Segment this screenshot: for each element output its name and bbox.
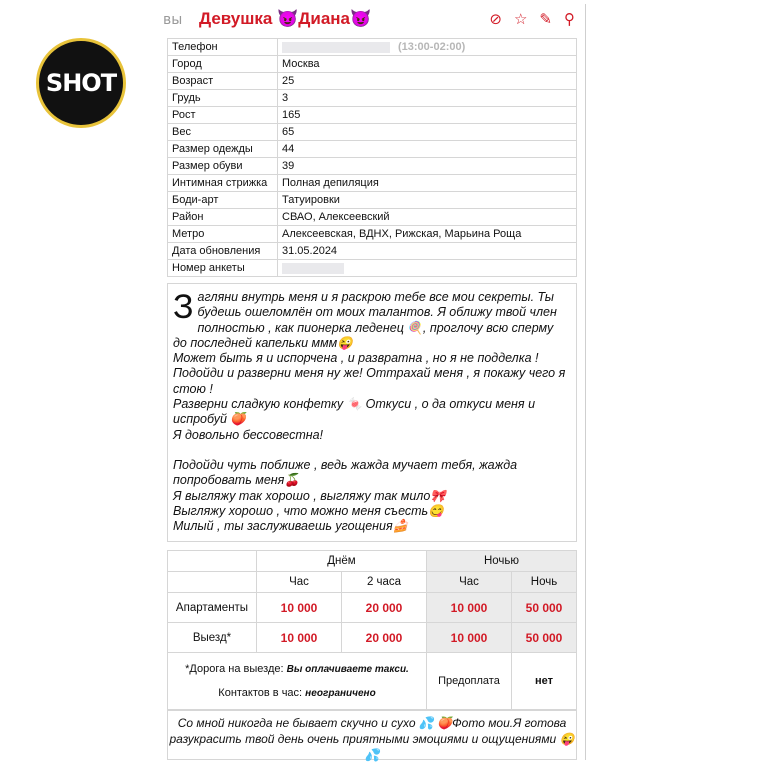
info-label: Метро (168, 226, 278, 243)
profile-header (163, 4, 585, 36)
story-paragraph: Подойди и разверни меня ну же! Оттрахай меня , я покажу чего я стою ! (173, 366, 566, 396)
info-row (168, 243, 577, 260)
price-row-apartments (168, 593, 577, 623)
col-night-hour: Час (427, 572, 512, 593)
phone-redacted (282, 42, 390, 53)
info-label: Размер одежды (168, 141, 278, 158)
story-paragraph: Выгляжу хорошо , что можно меня съесть😋 (173, 503, 444, 518)
info-row (168, 90, 577, 107)
footer-text: Со мной никогда не бывает скучно и сухо 💦 🍑Фото мои.Я готова разукрасить твой день очень приятными эмоциями и ощущениями 😜💦 (167, 710, 577, 760)
info-label: Город (168, 56, 278, 73)
price-row-label: Выезд* (168, 623, 257, 653)
star-icon[interactable]: ☆ (513, 10, 528, 28)
contacts-label: Контактов в час: (218, 687, 303, 699)
info-label: Рост (168, 107, 278, 124)
info-label: Боди-арт (168, 192, 278, 209)
price-header-row (168, 551, 577, 572)
price-value: 10 000 (427, 623, 512, 653)
price-value: 10 000 (257, 623, 342, 653)
prepay-label: Предоплата (427, 653, 512, 710)
id-redacted (282, 263, 344, 274)
info-label: Возраст (168, 73, 278, 90)
info-value: Алексеевская, ВДНХ, Рижская, Марьина Роща (278, 226, 577, 243)
col-day-hour: Час (257, 572, 342, 593)
price-subheader-row (168, 572, 577, 593)
day-header: Днём (257, 551, 427, 572)
info-row (168, 158, 577, 175)
phone-hours: (13:00-02:00) (398, 41, 466, 53)
description-box (167, 283, 577, 542)
price-value: 50 000 (512, 593, 577, 623)
info-label: Интимная стрижка (168, 175, 278, 192)
info-value: 65 (278, 124, 577, 141)
info-label: Грудь (168, 90, 278, 107)
info-value: Полная депиляция (278, 175, 577, 192)
breadcrumb[interactable]: вы (163, 12, 183, 28)
price-corner (168, 572, 257, 593)
info-value (278, 260, 577, 277)
price-notes (168, 653, 427, 710)
price-corner (168, 551, 257, 572)
info-row (168, 141, 577, 158)
info-value: 44 (278, 141, 577, 158)
description-text (173, 290, 568, 534)
story-paragraph: Милый , ты заслуживаешь угощения🍰 (173, 519, 409, 534)
price-value: 10 000 (427, 593, 512, 623)
night-header: Ночью (427, 551, 577, 572)
shot-logo-text: SHOT (45, 69, 117, 97)
info-label: Дата обновления (168, 243, 278, 260)
info-value: 39 (278, 158, 577, 175)
contacts-value: неограничено (305, 688, 376, 699)
info-table (167, 38, 577, 277)
story-paragraph: Я выгляжу так хорошо , выгляжу так мило🎀 (173, 488, 446, 503)
story-paragraph: Разверни сладкую конфетку 🍬 Откуси , о да откуси меня и испробуй 🍑 (173, 397, 536, 427)
paperclip-icon[interactable]: ✎ (539, 10, 552, 28)
info-value (278, 39, 577, 56)
story-paragraph: Может быть я и испорчена , и развратна , но я не подделка ! (173, 351, 539, 366)
price-notes-row (168, 653, 577, 710)
info-label: Номер анкеты (168, 260, 278, 277)
info-value: СВАО, Алексеевский (278, 209, 577, 226)
info-row (168, 260, 577, 277)
price-value: 20 000 (342, 593, 427, 623)
info-row-phone (168, 39, 577, 56)
info-value: 25 (278, 73, 577, 90)
prepay-value: нет (512, 653, 577, 710)
col-night: Ночь (512, 572, 577, 593)
zoom-icon[interactable]: ⚲ (564, 10, 575, 28)
story-paragraph: агляни внутрь меня и я раскрою тебе все мои секреты. Ты будешь ошеломлён от моих талантов. Я оближу твой член полностью , как пионерка леденец 🍭, проглочу всю сперму до последней капельки ммм😜 (173, 290, 557, 350)
road-value: Вы оплачиваете такси. (286, 664, 409, 675)
info-row (168, 107, 577, 124)
info-label: Телефон (168, 39, 278, 56)
col-day-2h: 2 часа (342, 572, 427, 593)
info-value: Татуировки (278, 192, 577, 209)
story-paragraph: Подойди чуть поближе , ведь жажда мучает тебя, жажда попробовать меня🍒 (173, 457, 518, 488)
eye-off-icon[interactable]: ⊘ (489, 10, 502, 28)
info-value: Москва (278, 56, 577, 73)
price-value: 50 000 (512, 623, 577, 653)
info-row (168, 226, 577, 243)
info-label: Вес (168, 124, 278, 141)
story-paragraph: Я довольно бессовестна! (173, 427, 324, 442)
info-row (168, 124, 577, 141)
info-label: Размер обуви (168, 158, 278, 175)
price-row-outcall (168, 623, 577, 653)
price-table (167, 550, 577, 710)
price-value: 10 000 (257, 593, 342, 623)
drop-cap: З (173, 288, 194, 326)
info-value: 165 (278, 107, 577, 124)
info-row (168, 192, 577, 209)
info-value: 3 (278, 90, 577, 107)
info-value: 31.05.2024 (278, 243, 577, 260)
info-row (168, 209, 577, 226)
price-row-label: Апартаменты (168, 593, 257, 623)
profile-title: Девушка 😈Диана😈 (199, 9, 372, 28)
header-actions (489, 12, 575, 27)
info-row (168, 73, 577, 90)
info-row (168, 175, 577, 192)
road-label: *Дорога на выезде: (185, 663, 284, 675)
shot-logo (36, 38, 126, 128)
info-row (168, 56, 577, 73)
profile-panel (163, 4, 586, 760)
info-label: Район (168, 209, 278, 226)
price-value: 20 000 (342, 623, 427, 653)
